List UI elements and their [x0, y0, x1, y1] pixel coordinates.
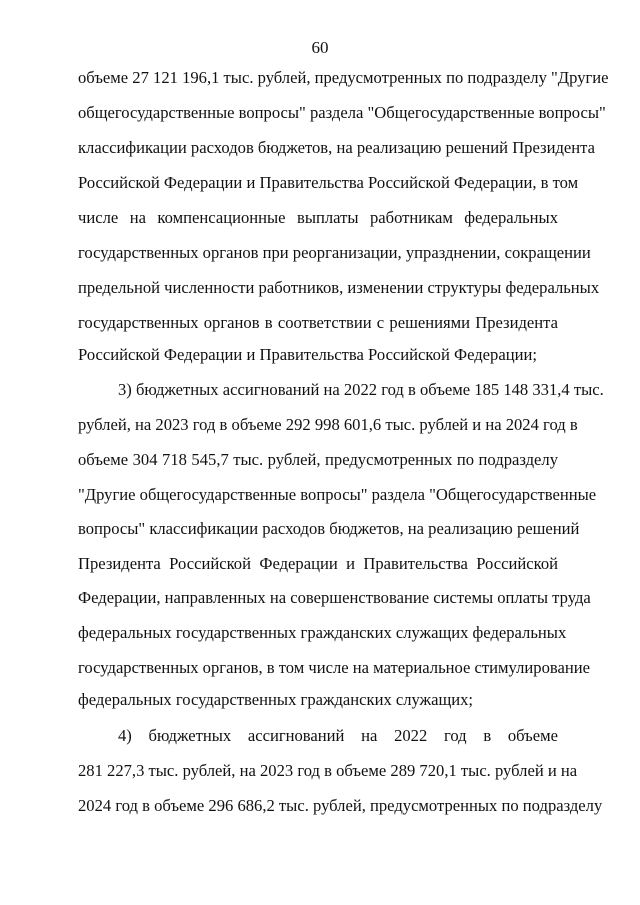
page-number: 60	[311, 38, 329, 57]
text-line: классификации расходов бюджетов, на реализацию решений Президента	[78, 138, 595, 157]
text-line: Российской Федерации и Правительства Российской Федерации, в том	[78, 173, 579, 192]
text-line: общегосударственные вопросы" раздела "Общегосударственные вопросы"	[78, 103, 606, 122]
text-line: объеме 27 121 196,1 тыс. рублей, предусмотренных по подразделу "Другие	[78, 68, 609, 87]
text-line: предельной численности работников, изменении структуры федеральных	[78, 278, 600, 297]
text-line: Президента Российской Федерации и Правительства Российской	[78, 554, 558, 573]
text-line: 281 227,3 тыс. рублей, на 2023 год в объеме 289 720,1 тыс. рублей и на	[78, 761, 578, 780]
text-line: "Другие общегосударственные вопросы" раздела "Общегосударственные	[78, 485, 597, 504]
text-line: Федерации, направленных на совершенствование системы оплаты труда	[78, 588, 591, 607]
text-line: числе на компенсационные выплаты работникам федеральных	[78, 208, 558, 227]
text-line: государственных органов в соответствии с решениями Президента	[78, 313, 558, 332]
text-line: вопросы" классификации расходов бюджетов, на реализацию решений	[78, 519, 580, 538]
text-line: объеме 304 718 545,7 тыс. рублей, предусмотренных по подразделу	[78, 450, 558, 469]
text-line: государственных органов при реорганизации, упразднении, сокращении	[78, 243, 591, 262]
text-line: 4) бюджетных ассигнований на 2022 год в объеме	[118, 726, 558, 745]
text-line: федеральных государственных гражданских служащих;	[78, 690, 474, 709]
text-line: рублей, на 2023 год в объеме 292 998 601,6 тыс. рублей и на 2024 год в	[78, 415, 578, 434]
text-line: Российской Федерации и Правительства Российской Федерации;	[78, 345, 537, 364]
text-line: федеральных государственных гражданских служащих федеральных	[78, 623, 567, 642]
text-line: государственных органов, в том числе на материальное стимулирование	[78, 658, 590, 677]
text-line: 3) бюджетных ассигнований на 2022 год в объеме 185 148 331,4 тыс.	[118, 380, 604, 399]
text-line: 2024 год в объеме 296 686,2 тыс. рублей, предусмотренных по подразделу	[78, 796, 603, 815]
